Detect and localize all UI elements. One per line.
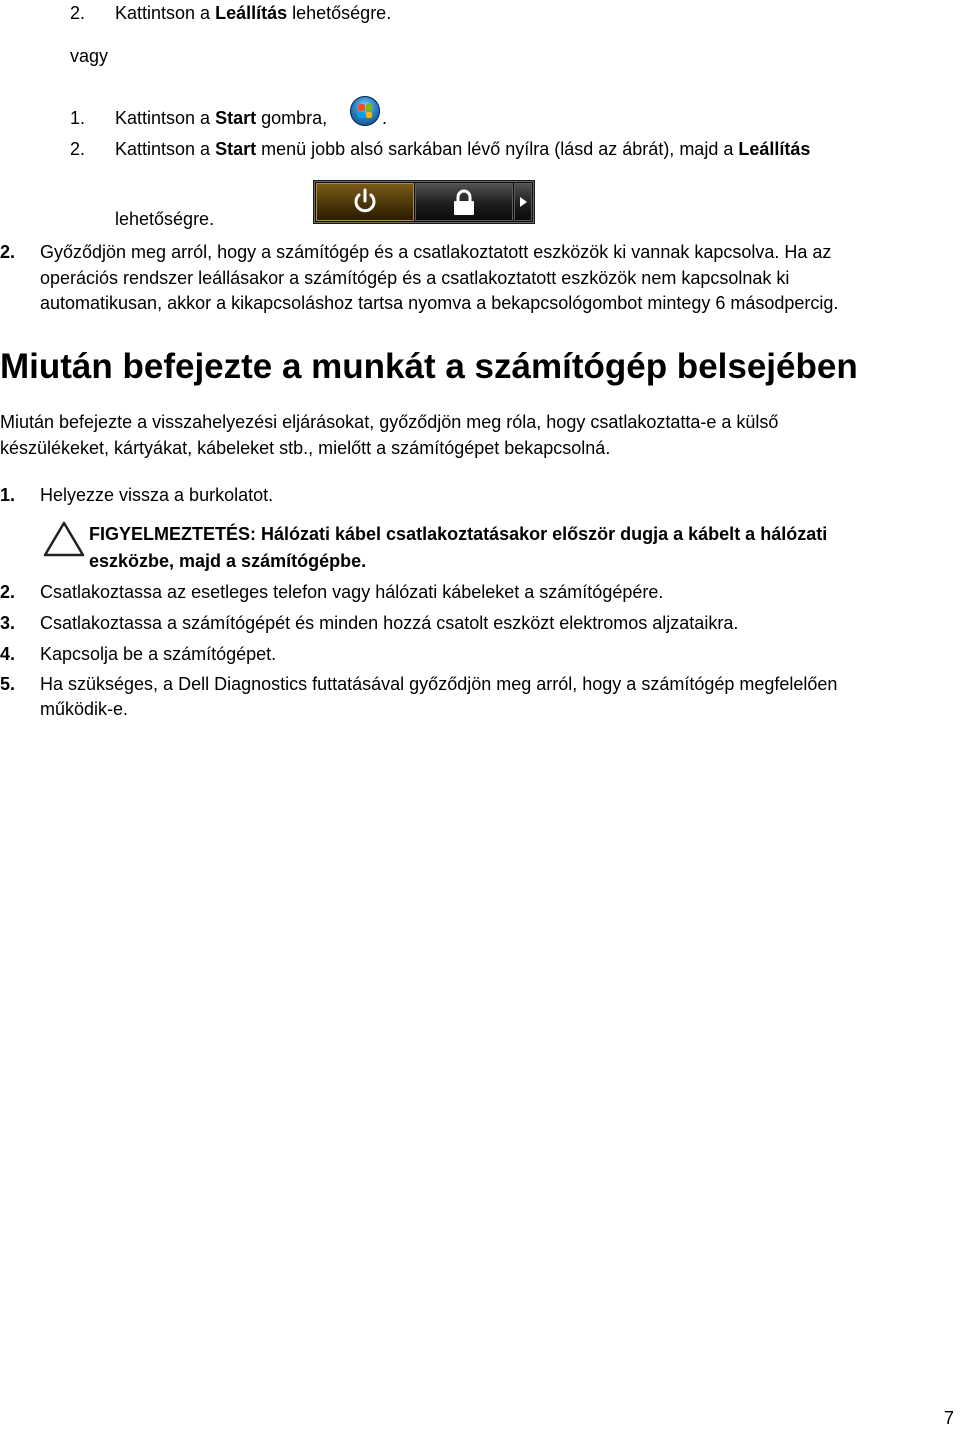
list-number: 1. [70,108,86,128]
step-text: Kapcsolja be a számítógépet. [40,644,277,664]
warning-text: FIGYELMEZTETÉS: Hálózati kábel csatlakoztatásakor először dugja a kábelt a hálózati [89,524,828,544]
arrow-right-icon [514,183,532,221]
lock-icon [415,183,513,221]
list-text: menü jobb alsó sarkában lévő nyílra (lásd az ábrát), majd a [256,139,739,159]
flag-yellow [366,112,373,119]
step-text: működik-e. [40,699,129,719]
warning-text: eszközbe, majd a számítógépbe. [89,551,367,571]
intro-text: Miután befejezte a visszahelyezési eljárásokat, győződjön meg róla, hogy csatlakoztatta-e a külső [0,412,779,432]
section-title: Miután befejezte a munkát a számítógép belsejében [0,347,858,386]
flag-blue [358,112,365,119]
alternative-label: vagy [70,46,109,66]
step-text: Csatlakoztassa az esetleges telefon vagy hálózati kábeleket a számítógépére. [40,582,664,602]
intro-text: készülékeket, kártyákat, kábeleket stb., mielőtt a számítógépet bekapcsolná. [0,438,611,458]
step-text: Ha szükséges, a Dell Diagnostics futtatásával győződjön meg arról, hogy a számítógép megfelelően [40,674,838,694]
page-number: 7 [944,1408,955,1428]
step-number: 2. [0,582,16,602]
step-number: 2. [0,242,16,262]
flag-green [366,104,373,111]
list-number: 2. [70,3,86,23]
bold-term: Leállítás [215,3,288,23]
list-text: Kattintson a [115,3,216,23]
windows-start-orb-icon [350,96,380,126]
power-icon [316,183,414,221]
step-text: automatikusan, akkor a kikapcsoláshoz tartsa nyomva a bekapcsológombot mintegy 6 másodpercig. [40,293,839,313]
step-number: 5. [0,674,16,694]
shutdown-button-bar [313,180,535,224]
step-number: 4. [0,644,16,664]
list-text-continuation: lehetőségre. [115,209,215,229]
step-text: Helyezze vissza a burkolatot. [40,485,274,505]
step-number: 3. [0,613,16,633]
warning-triangle-icon [42,520,86,558]
list-text-end: . [382,108,388,128]
step-text: Győződjön meg arról, hogy a számítógép és a csatlakoztatott eszközök ki vannak kapcsolva. Ha az [40,242,832,262]
step-text: operációs rendszer leállásakor a számítógép és a csatlakoztatott eszközök nem kapcsolnak ki [40,268,790,288]
step-number: 1. [0,485,16,505]
list-number: 2. [70,139,86,159]
flag-red [358,104,365,111]
list-text: gombra, [256,108,328,128]
step-text: Csatlakoztassa a számítógépét és minden hozzá csatolt eszközt elektromos aljzataikra. [40,613,739,633]
bold-term: Start [215,139,257,159]
bold-term: Leállítás [738,139,811,159]
list-text: Kattintson a [115,108,216,128]
list-text: Kattintson a [115,139,216,159]
bold-term: Start [215,108,257,128]
list-text: lehetőségre. [287,3,392,23]
